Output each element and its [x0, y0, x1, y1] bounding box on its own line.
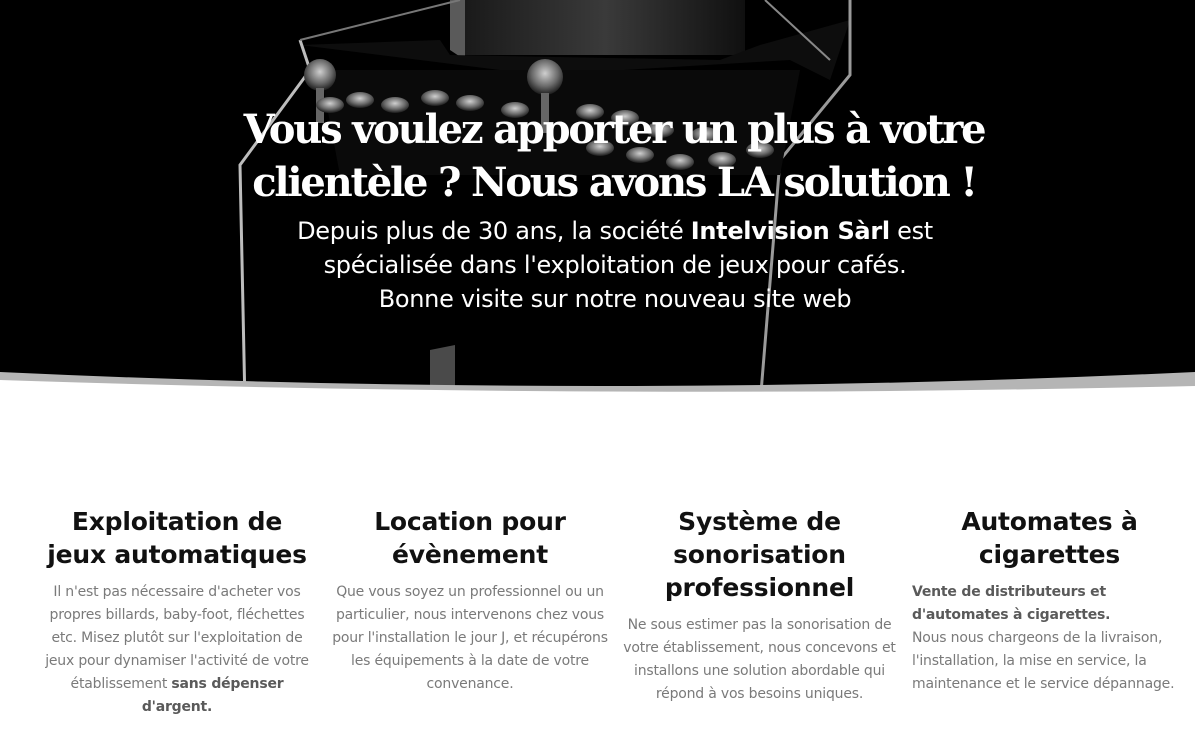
- service-description: [42, 581, 312, 719]
- hero-title: [200, 103, 1028, 209]
- hero-lead-line3: Bonne visite sur notre nouveau site web: [378, 285, 852, 313]
- service-title: Exploitation de jeux automatiques: [47, 507, 307, 569]
- service-card-sonorisation: [622, 505, 897, 706]
- service-card-exploitation: [42, 505, 312, 719]
- service-title: Automates à cigarettes: [961, 507, 1138, 569]
- services-section: [0, 505, 1195, 738]
- hero-lead-prefix: Depuis plus de 30 ans, la société: [297, 217, 691, 245]
- service-text: Il n'est pas nécessaire d'acheter vos propres billards, baby-foot, fléchettes etc. Misez plutôt sur l'exploitation de jeux pour dynamiser l'activité de votre établissement: [45, 584, 309, 692]
- service-text-strong: Vente de distributeurs et d'automates à cigarettes.: [912, 584, 1111, 623]
- service-title: Système de sonorisation professionnel: [664, 507, 855, 602]
- service-card-location: [330, 505, 610, 696]
- service-description: [912, 581, 1187, 696]
- service-text: Nous nous chargeons de la livraison, l'installation, la mise en service, la maintenance et le service dépannage.: [912, 630, 1175, 692]
- service-text-strong: sans dépenser d'argent.: [141, 676, 284, 715]
- service-title: Location pour évènement: [374, 507, 566, 569]
- hero-title-line2: clientèle ? Nous avons LA solution !: [252, 159, 976, 206]
- hero-lead: [250, 214, 980, 316]
- service-description: Que vous soyez un professionnel ou un particulier, nous intervenons chez vous pour l'installation le jour J, et récupérons les équipements à la date de votre convenance.: [332, 584, 608, 692]
- company-name: Intelvision Sàrl: [690, 217, 890, 245]
- hero-title-line1: Vous voulez apporter un plus à votre: [243, 106, 985, 153]
- service-description: Ne sous estimer pas la sonorisation de votre établissement, nous concevons et installons une solution abordable qui répond à vos besoins uniques.: [623, 617, 896, 702]
- service-card-cigarettes: [912, 505, 1187, 696]
- hero-lead-suffix: est: [889, 217, 933, 245]
- hero-lead-line2: spécialisée dans l'exploitation de jeux pour cafés.: [323, 251, 907, 279]
